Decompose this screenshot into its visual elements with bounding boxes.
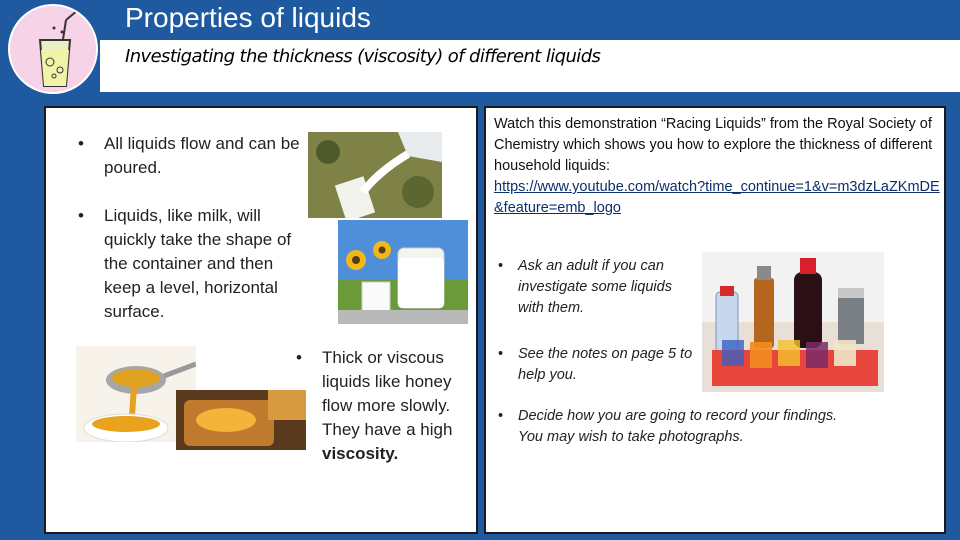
milk-jug-sunflowers-image [338,220,468,324]
viscosity-term: viscosity. [322,444,399,463]
bullet-ask-adult-text: Ask an adult if you can investigate some liquids with them. [518,258,672,316]
page-subtitle: Investigating the thickness (viscosity) of different liquids [125,46,601,67]
header-bar [0,0,960,92]
page-title: Properties of liquids [125,2,381,34]
bullet-see-notes-text: See the notes on page 5 to help you. [518,346,693,383]
bullet-dot: • [78,134,84,153]
bullet-honey [296,346,472,466]
bullet-see-notes [498,344,698,386]
intro-text: Watch this demonstration “Racing Liquids” from the Royal Society of Chemistry which shows you how to explore the thickness of different household liquids: [494,116,933,174]
bullet-flow [78,132,304,180]
bullet-dot: • [78,206,84,225]
bullet-ask-adult [498,256,698,319]
bullet-honey-text: Thick or viscous liquids like honey flow more slowly. They have a high [322,348,453,439]
right-panel [484,106,946,534]
title-underline [125,38,893,40]
bullet-record-text: Decide how you are going to record your findings. You may wish to take photographs. [518,408,838,445]
bullet-record [498,406,858,448]
lemonade-glass-icon [8,4,98,94]
bullet-dot: • [498,408,504,424]
bullet-dot: • [296,348,302,367]
milk-pouring-image [308,132,442,218]
youtube-link[interactable]: https://www.youtube.com/watch?time_continue=1&v=m3dzLaZKmDE&feature=emb_logo [494,179,940,216]
bullet-flow-text: All liquids flow and can be poured. [104,134,300,177]
household-liquids-image [702,252,884,392]
bullet-milk [78,204,314,324]
bullet-milk-text: Liquids, like milk, will quickly take the shape of the container and then keep a level, horizontal surface. [104,206,292,321]
left-panel [44,106,478,534]
intro-block [494,114,942,219]
bullet-dot: • [498,258,504,274]
honey-toast-image [176,390,306,450]
bullet-dot: • [498,346,504,362]
